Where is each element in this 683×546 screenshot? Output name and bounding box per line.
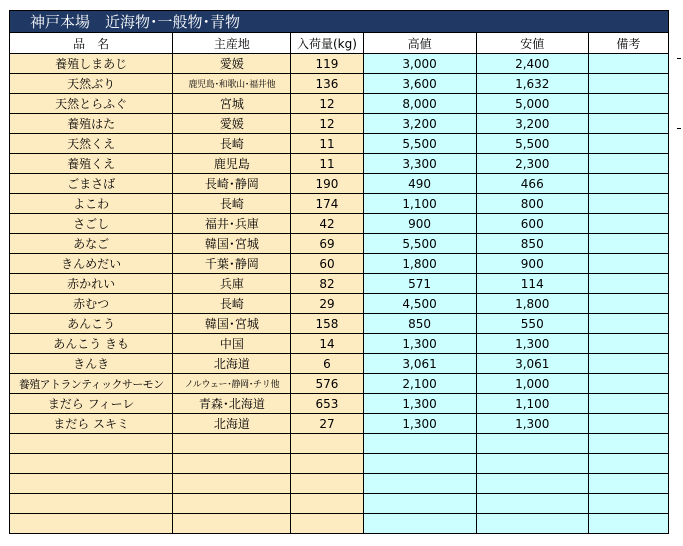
cell-low-price[interactable]: 550 <box>476 314 588 334</box>
table-row <box>10 74 669 94</box>
header-low-price: 安値 <box>476 33 588 54</box>
cell-origin[interactable]: 鹿児島 <box>173 154 291 174</box>
table-row <box>10 434 669 454</box>
table-row <box>10 154 669 174</box>
cell-high-price[interactable]: 5,500 <box>363 234 476 254</box>
cell-item-name[interactable]: さごし <box>10 214 173 234</box>
cell-item-name[interactable]: 赤かれい <box>10 274 173 294</box>
cell-item-name[interactable]: ごまさば <box>10 174 173 194</box>
cell-high-price[interactable] <box>363 514 476 534</box>
cell-origin[interactable]: 福井･兵庫 <box>173 214 291 234</box>
table-row <box>10 114 669 134</box>
cell-origin[interactable]: 青森･北海道 <box>173 394 291 414</box>
cell-item-name[interactable]: 天然ぶり <box>10 74 173 94</box>
cell-remarks[interactable] <box>588 214 668 234</box>
table-row <box>10 294 669 314</box>
cell-high-price[interactable]: 571 <box>363 274 476 294</box>
cell-quantity[interactable]: 82 <box>291 274 363 294</box>
edge-tick <box>677 128 681 129</box>
price-table <box>9 32 669 534</box>
cell-item-name[interactable]: 養殖くえ <box>10 154 173 174</box>
table-row <box>10 414 669 434</box>
cell-quantity[interactable] <box>291 514 363 534</box>
cell-quantity[interactable]: 174 <box>291 194 363 214</box>
cell-high-price[interactable] <box>363 494 476 514</box>
cell-high-price[interactable]: 2,100 <box>363 374 476 394</box>
cell-item-name[interactable]: あんこう きも <box>10 334 173 354</box>
cell-remarks[interactable] <box>588 94 668 114</box>
cell-high-price[interactable]: 3,200 <box>363 114 476 134</box>
cell-low-price[interactable] <box>476 434 588 454</box>
cell-origin[interactable]: 中国 <box>173 334 291 354</box>
cell-item-name[interactable]: あなご <box>10 234 173 254</box>
cell-quantity[interactable]: 29 <box>291 294 363 314</box>
cell-quantity[interactable]: 27 <box>291 414 363 434</box>
cell-low-price[interactable]: 2,300 <box>476 154 588 174</box>
cell-origin[interactable] <box>173 494 291 514</box>
table-row <box>10 334 669 354</box>
cell-low-price[interactable]: 5,000 <box>476 94 588 114</box>
cell-remarks[interactable] <box>588 74 668 94</box>
cell-high-price[interactable] <box>363 434 476 454</box>
cell-low-price[interactable]: 1,300 <box>476 334 588 354</box>
cell-remarks[interactable] <box>588 434 668 454</box>
table-row <box>10 494 669 514</box>
table-row <box>10 394 669 414</box>
cell-low-price[interactable]: 1,632 <box>476 74 588 94</box>
table-row <box>10 274 669 294</box>
cell-origin[interactable]: 長崎 <box>173 294 291 314</box>
cell-remarks[interactable] <box>588 454 668 474</box>
table-row <box>10 174 669 194</box>
cell-item-name[interactable]: 養殖しまあじ <box>10 54 173 74</box>
table-row <box>10 314 669 334</box>
header-high-price: 高値 <box>363 33 476 54</box>
cell-quantity[interactable]: 60 <box>291 254 363 274</box>
cell-remarks[interactable] <box>588 494 668 514</box>
cell-origin[interactable]: 長崎･静岡 <box>173 174 291 194</box>
cell-quantity[interactable]: 119 <box>291 54 363 74</box>
cell-origin[interactable]: 愛媛 <box>173 54 291 74</box>
table-row <box>10 514 669 534</box>
cell-low-price[interactable]: 5,500 <box>476 134 588 154</box>
table-row <box>10 254 669 274</box>
cell-item-name[interactable]: 天然とらふぐ <box>10 94 173 114</box>
cell-quantity[interactable]: 12 <box>291 114 363 134</box>
cell-low-price[interactable]: 600 <box>476 214 588 234</box>
table-row <box>10 94 669 114</box>
header-quantity: 入荷量(kg) <box>291 33 363 54</box>
cell-origin[interactable]: 鹿児島･和歌山･福井他 <box>173 74 291 94</box>
cell-remarks[interactable] <box>588 354 668 374</box>
cell-quantity[interactable]: 576 <box>291 374 363 394</box>
cell-item-name[interactable]: 赤むつ <box>10 294 173 314</box>
cell-low-price[interactable]: 850 <box>476 234 588 254</box>
cell-origin[interactable] <box>173 454 291 474</box>
cell-quantity[interactable]: 653 <box>291 394 363 414</box>
cell-high-price[interactable]: 1,300 <box>363 334 476 354</box>
cell-remarks[interactable] <box>588 474 668 494</box>
cell-origin[interactable]: 北海道 <box>173 354 291 374</box>
cell-origin[interactable]: 長崎 <box>173 194 291 214</box>
header-remarks: 備考 <box>588 33 668 54</box>
cell-quantity[interactable]: 11 <box>291 154 363 174</box>
cell-item-name[interactable]: 天然くえ <box>10 134 173 154</box>
cell-origin[interactable]: 韓国･宮城 <box>173 234 291 254</box>
edge-tick <box>677 58 681 59</box>
cell-high-price[interactable] <box>363 454 476 474</box>
cell-quantity[interactable]: 6 <box>291 354 363 374</box>
cell-low-price[interactable] <box>476 474 588 494</box>
header-row <box>10 33 669 54</box>
cell-origin[interactable]: 千葉･静岡 <box>173 254 291 274</box>
cell-origin[interactable]: 長崎 <box>173 134 291 154</box>
cell-item-name[interactable]: 養殖はた <box>10 114 173 134</box>
cell-quantity[interactable]: 69 <box>291 234 363 254</box>
cell-item-name[interactable]: きんき <box>10 354 173 374</box>
cell-origin[interactable] <box>173 434 291 454</box>
cell-high-price[interactable]: 5,500 <box>363 134 476 154</box>
cell-remarks[interactable] <box>588 134 668 154</box>
cell-origin[interactable]: ノルウェー･静岡･チリ他 <box>173 374 291 394</box>
cell-quantity[interactable]: 158 <box>291 314 363 334</box>
cell-remarks[interactable] <box>588 294 668 314</box>
cell-remarks[interactable] <box>588 314 668 334</box>
cell-high-price[interactable]: 1,800 <box>363 254 476 274</box>
cell-high-price[interactable]: 490 <box>363 174 476 194</box>
cell-item-name[interactable] <box>10 494 173 514</box>
cell-low-price[interactable] <box>476 454 588 474</box>
cell-quantity[interactable]: 12 <box>291 94 363 114</box>
cell-high-price[interactable]: 3,600 <box>363 74 476 94</box>
cell-remarks[interactable] <box>588 274 668 294</box>
cell-remarks[interactable] <box>588 374 668 394</box>
table-row <box>10 354 669 374</box>
cell-low-price[interactable]: 114 <box>476 274 588 294</box>
cell-item-name[interactable]: まだら フィーレ <box>10 394 173 414</box>
cell-high-price[interactable]: 3,300 <box>363 154 476 174</box>
table-row <box>10 194 669 214</box>
cell-low-price[interactable]: 800 <box>476 194 588 214</box>
cell-origin[interactable] <box>173 474 291 494</box>
cell-origin[interactable]: 愛媛 <box>173 114 291 134</box>
cell-origin[interactable]: 宮城 <box>173 94 291 114</box>
cell-origin[interactable] <box>173 514 291 534</box>
table-row <box>10 474 669 494</box>
cell-remarks[interactable] <box>588 254 668 274</box>
cell-item-name[interactable] <box>10 454 173 474</box>
cell-quantity[interactable]: 190 <box>291 174 363 194</box>
table-row <box>10 214 669 234</box>
cell-quantity[interactable]: 136 <box>291 74 363 94</box>
cell-high-price[interactable]: 4,500 <box>363 294 476 314</box>
cell-low-price[interactable]: 1,000 <box>476 374 588 394</box>
cell-quantity[interactable] <box>291 454 363 474</box>
cell-remarks[interactable] <box>588 54 668 74</box>
cell-item-name[interactable] <box>10 474 173 494</box>
cell-item-name[interactable]: きんめだい <box>10 254 173 274</box>
cell-high-price[interactable]: 3,000 <box>363 54 476 74</box>
cell-item-name[interactable] <box>10 514 173 534</box>
cell-quantity[interactable] <box>291 474 363 494</box>
sheet-title: 神戸本場 近海物･一般物･青物 <box>9 10 669 32</box>
cell-low-price[interactable]: 1,800 <box>476 294 588 314</box>
cell-item-name[interactable]: よこわ <box>10 194 173 214</box>
cell-remarks[interactable] <box>588 414 668 434</box>
cell-low-price[interactable]: 466 <box>476 174 588 194</box>
table-row <box>10 454 669 474</box>
cell-high-price[interactable]: 900 <box>363 214 476 234</box>
cell-origin[interactable]: 韓国･宮城 <box>173 314 291 334</box>
cell-low-price[interactable]: 900 <box>476 254 588 274</box>
cell-high-price[interactable]: 1,300 <box>363 394 476 414</box>
cell-remarks[interactable] <box>588 114 668 134</box>
cell-low-price[interactable]: 3,061 <box>476 354 588 374</box>
cell-low-price[interactable] <box>476 494 588 514</box>
cell-remarks[interactable] <box>588 174 668 194</box>
cell-remarks[interactable] <box>588 334 668 354</box>
cell-remarks[interactable] <box>588 514 668 534</box>
cell-quantity[interactable] <box>291 494 363 514</box>
cell-quantity[interactable]: 11 <box>291 134 363 154</box>
header-item-name: 品 名 <box>10 33 173 54</box>
cell-remarks[interactable] <box>588 234 668 254</box>
cell-remarks[interactable] <box>588 394 668 414</box>
cell-low-price[interactable]: 1,300 <box>476 414 588 434</box>
cell-item-name[interactable] <box>10 434 173 454</box>
cell-low-price[interactable] <box>476 514 588 534</box>
cell-low-price[interactable]: 1,100 <box>476 394 588 414</box>
cell-low-price[interactable]: 2,400 <box>476 54 588 74</box>
cell-quantity[interactable]: 14 <box>291 334 363 354</box>
cell-item-name[interactable]: 養殖アトランティックサーモン <box>10 374 173 394</box>
cell-quantity[interactable] <box>291 434 363 454</box>
market-price-sheet <box>9 10 669 534</box>
cell-high-price[interactable]: 8,000 <box>363 94 476 114</box>
cell-low-price[interactable]: 3,200 <box>476 114 588 134</box>
cell-remarks[interactable] <box>588 194 668 214</box>
sheet-edge-marks <box>677 0 683 546</box>
cell-high-price[interactable]: 850 <box>363 314 476 334</box>
cell-remarks[interactable] <box>588 154 668 174</box>
cell-high-price[interactable]: 3,061 <box>363 354 476 374</box>
table-row <box>10 374 669 394</box>
cell-high-price[interactable]: 1,100 <box>363 194 476 214</box>
table-row <box>10 234 669 254</box>
cell-origin[interactable]: 北海道 <box>173 414 291 434</box>
cell-high-price[interactable] <box>363 474 476 494</box>
cell-origin[interactable]: 兵庫 <box>173 274 291 294</box>
cell-high-price[interactable]: 1,300 <box>363 414 476 434</box>
table-row <box>10 134 669 154</box>
header-origin: 主産地 <box>173 33 291 54</box>
table-row <box>10 54 669 74</box>
cell-item-name[interactable]: まだら スキミ <box>10 414 173 434</box>
cell-quantity[interactable]: 42 <box>291 214 363 234</box>
cell-item-name[interactable]: あんこう <box>10 314 173 334</box>
